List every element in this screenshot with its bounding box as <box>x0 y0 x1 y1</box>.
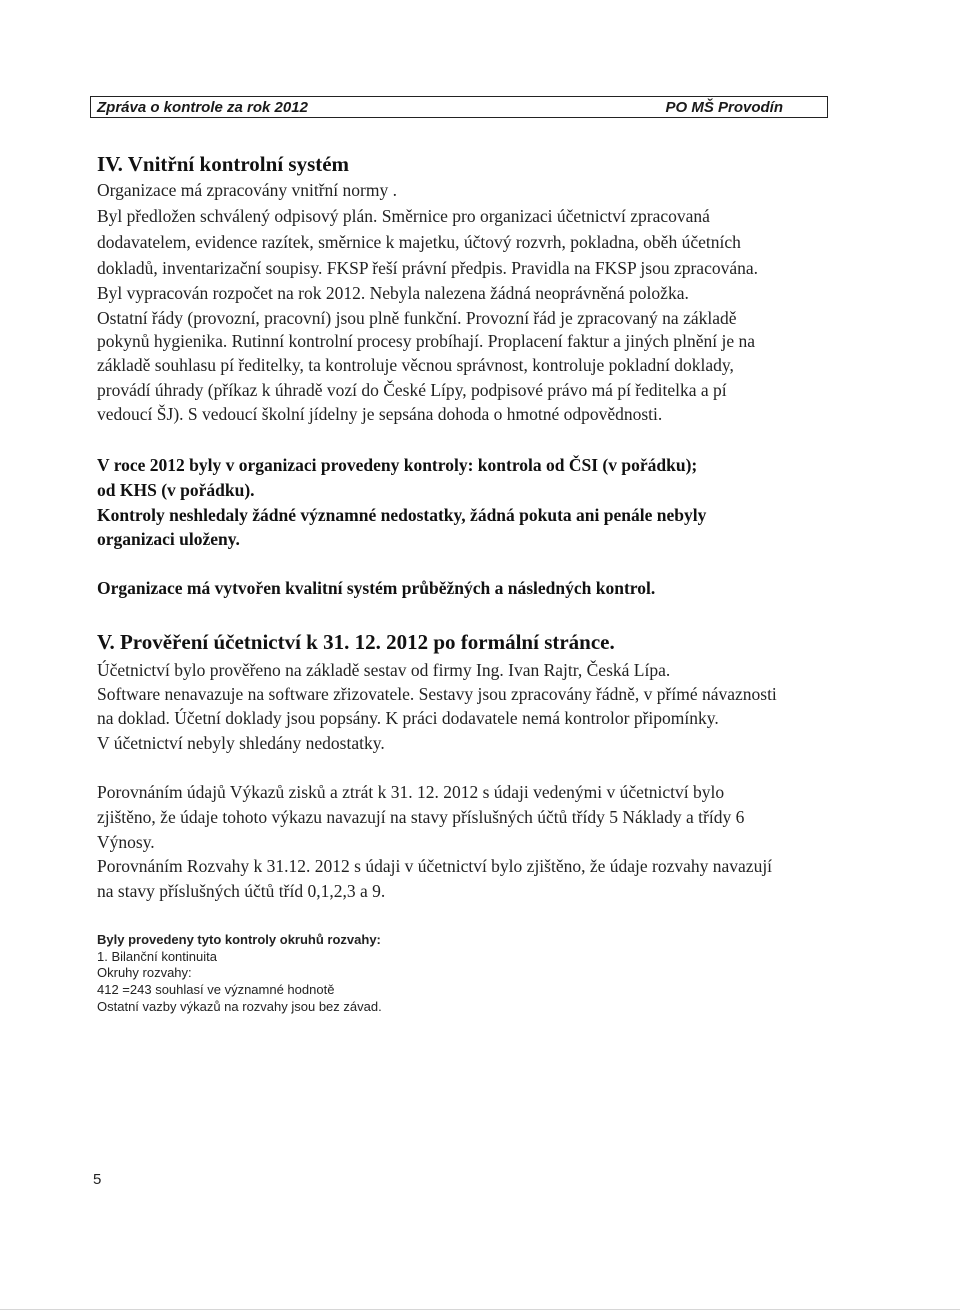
section-5-line: Výnosy. <box>97 832 155 852</box>
section-4-line: provádí úhrady (příkaz k úhradě vozí do České Lípy, podpisové právo má pí ředitelka a pí <box>97 380 727 400</box>
checks-title: Byly provedeny tyto kontroly okruhů rozvahy: <box>97 932 381 947</box>
section-4-line: základě souhlasu pí ředitelky, ta kontroluje věcnou správnost, kontroluje pokladní doklady, <box>97 355 734 375</box>
section-4-line: Organizace má zpracovány vnitřní normy . <box>97 180 397 200</box>
section-5-line: Účetnictví bylo prověřeno na základě sestav od firmy Ing. Ivan Rajtr, Česká Lípa. <box>97 660 671 680</box>
header-organization: PO MŠ Provodín <box>665 99 783 116</box>
section-5-line: Software nenavazuje na software zřizovatele. Sestavy jsou zpracovány řádně, v přímé návaznosti <box>97 684 777 704</box>
section-5-line: V účetnictví nebyly shledány nedostatky. <box>97 733 385 753</box>
inspection-summary-line: od KHS (v pořádku). <box>97 480 255 500</box>
section-4-heading: IV. Vnitřní kontrolní systém <box>97 152 350 176</box>
section-5-heading: V. Prověření účetnictví k 31. 12. 2012 po formální stránce. <box>97 630 615 654</box>
checks-line: Ostatní vazby výkazů na rozvahy jsou bez závad. <box>97 999 382 1014</box>
inspection-summary-line: organizaci uloženy. <box>97 529 240 549</box>
inspection-summary-line: V roce 2012 byly v organizaci provedeny kontroly: kontrola od ČSI (v pořádku); <box>97 455 698 475</box>
scan-edge-divider <box>0 1309 960 1310</box>
section-4-line: dodavatelem, evidence razítek, směrnice k majetku, účtový rozvrh, pokladna, oběh účetních <box>97 232 741 252</box>
section-4-line: Ostatní řády (provozní, pracovní) jsou plně funkční. Provozní řád je zpracovaný na základě <box>97 308 737 328</box>
section-5-line: na doklad. Účetní doklady jsou popsány. K práci dodavatele nemá kontrolor připomínky. <box>97 708 719 728</box>
control-system-statement: Organizace má vytvořen kvalitní systém průběžných a následných kontrol. <box>97 578 656 598</box>
section-4-line: dokladů, inventarizační soupisy. FKSP řeší právní předpis. Pravidla na FKSP jsou zpracována. <box>97 258 759 278</box>
header-title: Zpráva o kontrole za rok 2012 <box>97 99 308 116</box>
section-5-line: na stavy příslušných účtů tříd 0,1,2,3 a 9. <box>97 881 386 901</box>
inspection-summary-line: Kontroly neshledaly žádné významné nedostatky, žádná pokuta ani penále nebyly <box>97 505 707 525</box>
section-4-line: pokynů hygienika. Rutinní kontrolní procesy probíhají. Proplacení faktur a jiných plnění je na <box>97 331 756 351</box>
section-4-line: Byl předložen schválený odpisový plán. Směrnice pro organizaci účetnictví zpracovaná <box>97 206 710 226</box>
section-5-line: zjištěno, že údaje tohoto výkazu navazují na stavy příslušných účtů třídy 5 Náklady a třídy 6 <box>97 807 745 827</box>
page-header <box>90 96 828 118</box>
checks-line: 1. Bilanční kontinuita <box>97 949 217 964</box>
checks-line: 412 =243 souhlasí ve významné hodnotě <box>97 982 335 997</box>
section-4-line: Byl vypracován rozpočet na rok 2012. Nebyla nalezena žádná neoprávněná položka. <box>97 283 689 303</box>
section-5-line: Porovnáním Rozvahy k 31.12. 2012 s údaji v účetnictví bylo zjištěno, že údaje rozvahy navazují <box>97 856 773 876</box>
section-4-line: vedoucí ŠJ). S vedoucí školní jídelny je sepsána dohoda o hmotné odpovědnosti. <box>97 404 663 424</box>
checks-line: Okruhy rozvahy: <box>97 965 192 980</box>
page-number: 5 <box>93 1171 102 1188</box>
section-5-line: Porovnáním údajů Výkazů zisků a ztrát k 31. 12. 2012 s údaji vedenými v účetnictví bylo <box>97 782 725 802</box>
